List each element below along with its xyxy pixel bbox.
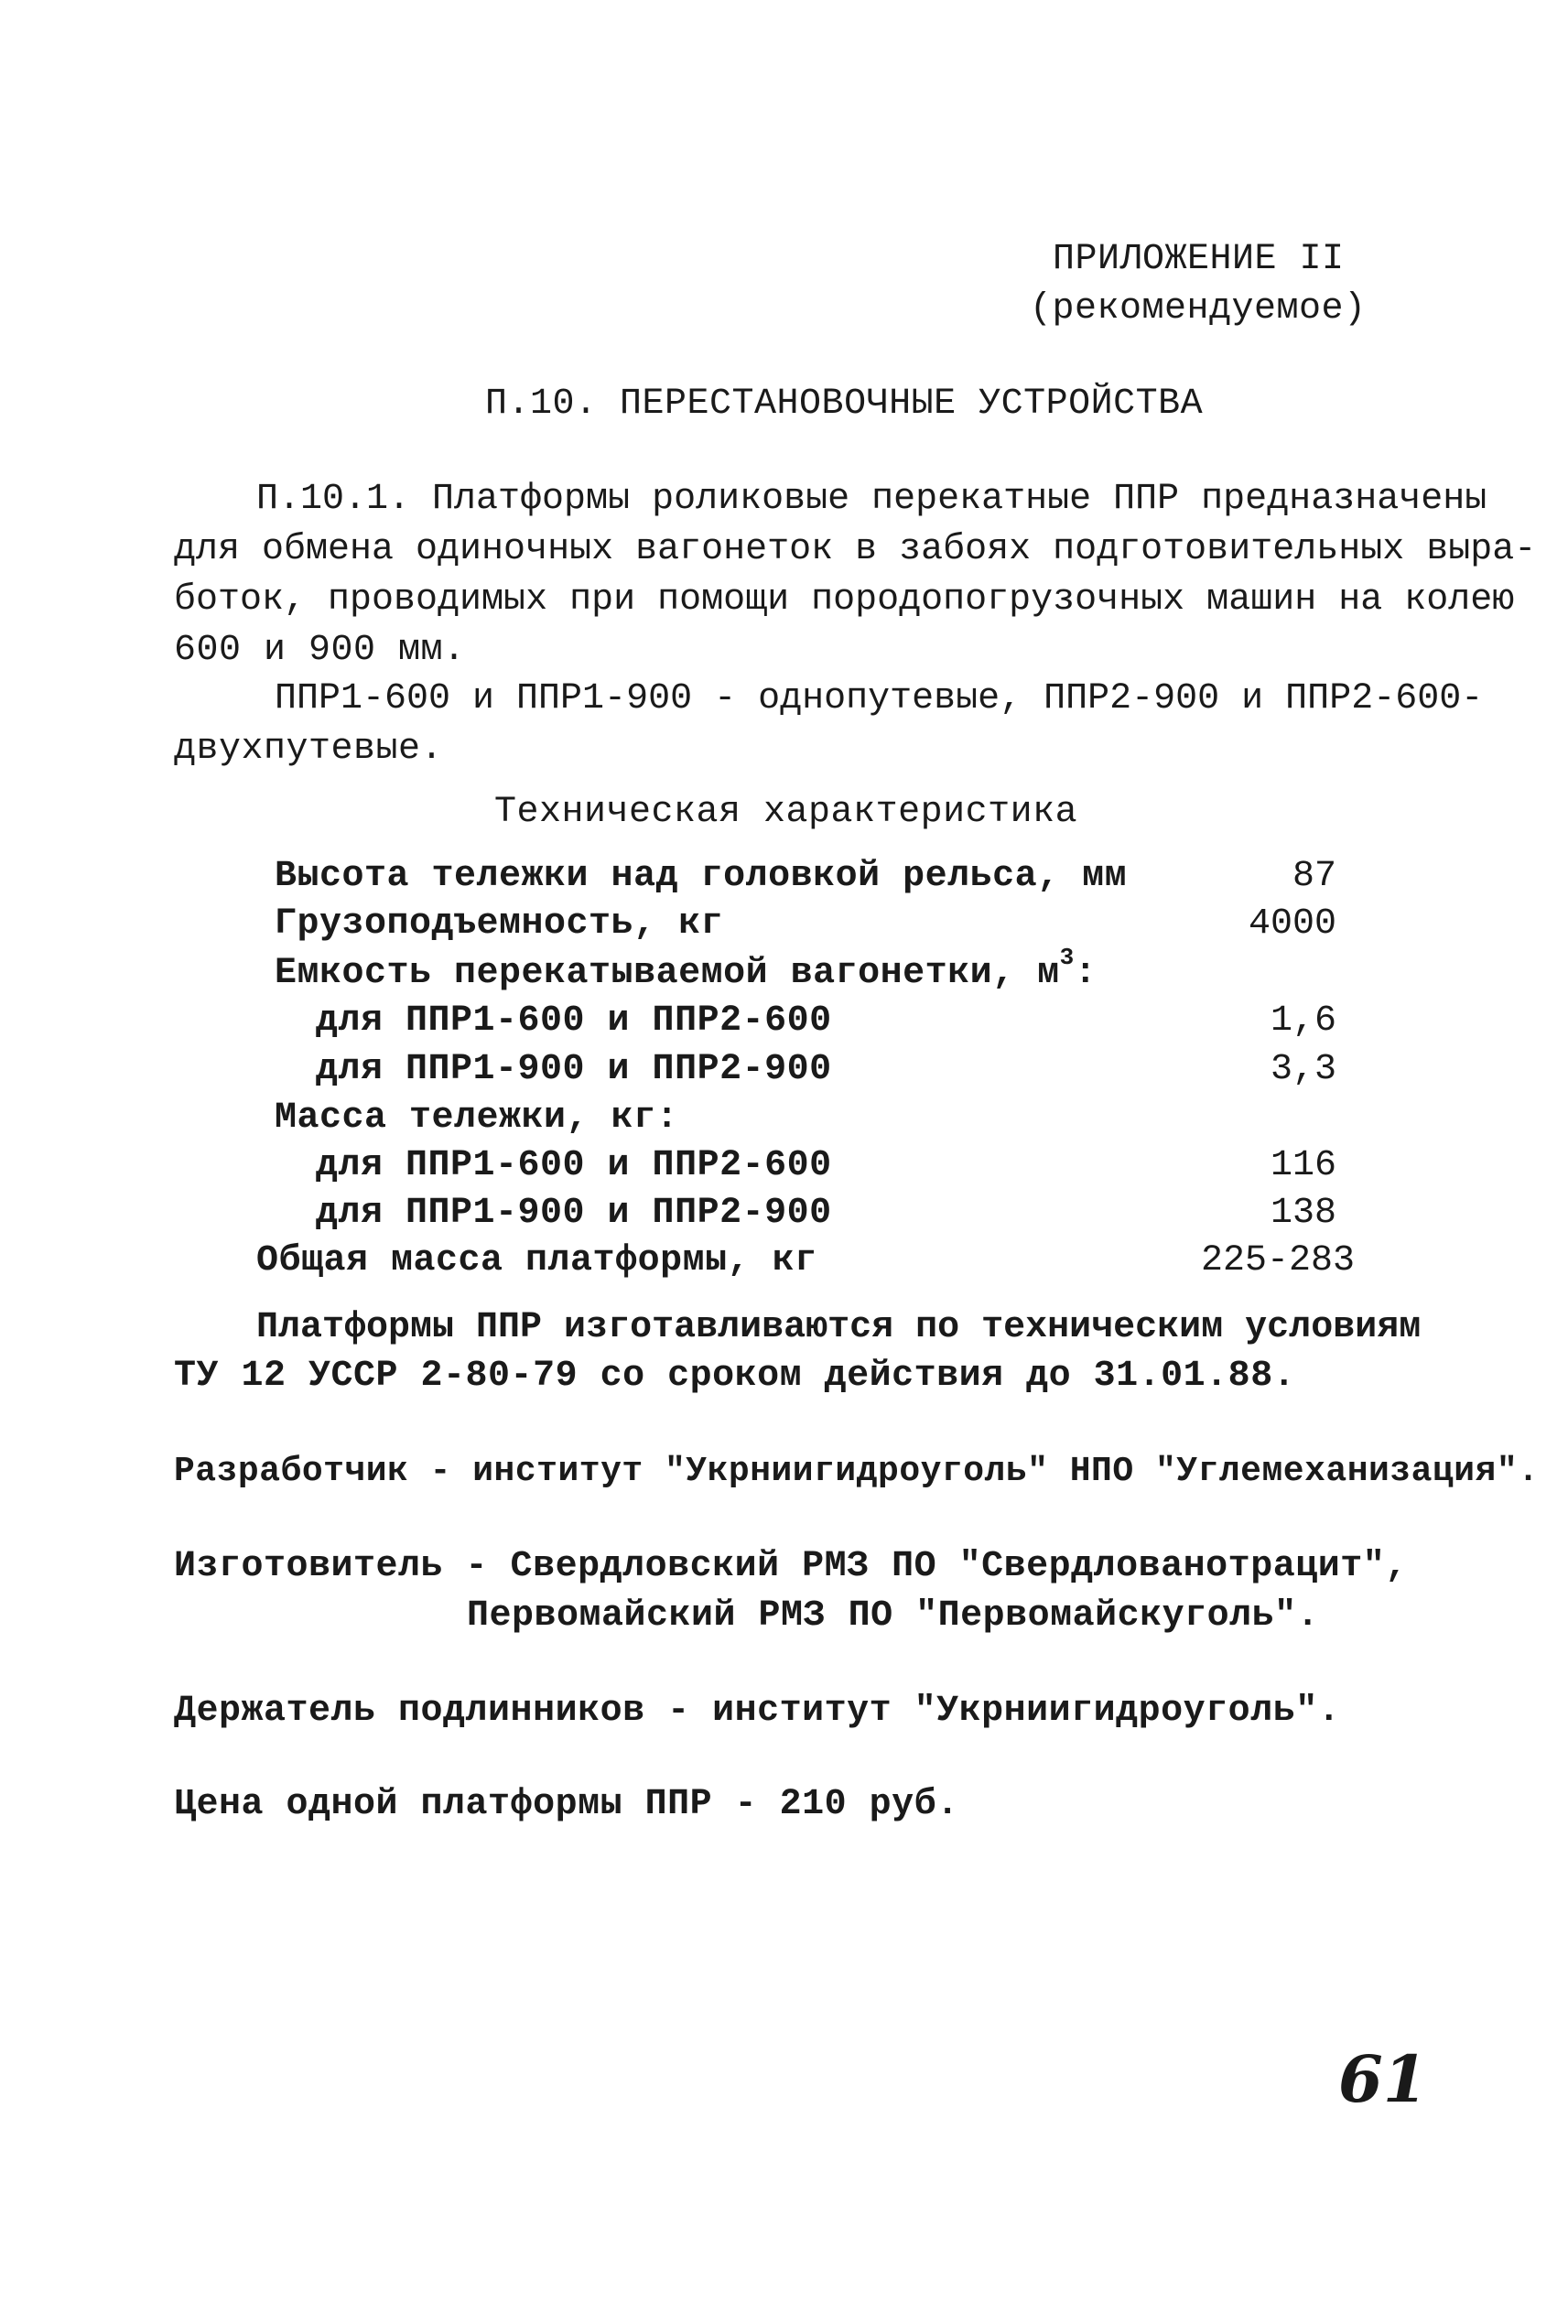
section-title: П.10. ПЕРЕСТАНОВОЧНЫЕ УСТРОЙСТВА — [485, 384, 1204, 425]
page-number: 61 — [1338, 2041, 1428, 2117]
conditions-line-1: Платформы ППР изготавливаются по техническим условиям — [256, 1307, 1422, 1348]
spec-row-sup: 3 — [1059, 943, 1075, 971]
appendix-label: ПРИЛОЖЕНИЕ II — [1053, 239, 1345, 280]
spec-row-value: 1,6 — [1270, 1000, 1336, 1042]
intro-line-4: 600 и 900 мм. — [174, 630, 466, 671]
intro-line-2: для обмена одиночных вагонеток в забоях подготовительных выра- — [174, 529, 1537, 570]
spec-row-value: 225-283 — [1200, 1240, 1355, 1281]
conditions-line-2: ТУ 12 УССР 2-80-79 со сроком действия до 31.01.88. — [174, 1356, 1296, 1397]
spec-row-value: 4000 — [1248, 903, 1336, 945]
spec-row-label: для ППР1-600 и ППР2-600 — [316, 1145, 832, 1186]
types-line-1: ППР1-600 и ППР1-900 - однопутевые, ППР2-900 и ППР2-600- — [275, 678, 1484, 719]
spec-row-suffix: : — [1074, 953, 1098, 994]
manufacturer-line-2: Первомайский РМЗ ПО "Первомайскуголь". — [467, 1595, 1320, 1637]
spec-row-label — [275, 943, 1098, 998]
spec-row-label: Высота тележки над головкой рельса, мм — [275, 856, 1128, 897]
holder-line: Держатель подлинников - институт "Укрниигидроуголь". — [174, 1691, 1341, 1732]
spec-row-label: для ППР1-900 и ППР2-900 — [316, 1193, 832, 1234]
specs-title: Техническая характеристика — [494, 792, 1078, 833]
spec-row-label: Масса тележки, кг: — [275, 1097, 679, 1139]
intro-line-3: боток, проводимых при помощи породопогрузочных машин на колею — [174, 579, 1515, 621]
spec-row-label: для ППР1-600 и ППР2-600 — [316, 1000, 832, 1042]
spec-row-value: 3,3 — [1270, 1049, 1336, 1090]
spec-row-label: Грузоподъемность, кг — [275, 903, 724, 945]
manufacturer-line-1: Изготовитель - Свердловский РМЗ ПО "Свердлованотрацит", — [174, 1546, 1408, 1587]
spec-row-label: Общая масса платформы, кг — [256, 1240, 817, 1281]
spec-row-value: 138 — [1270, 1193, 1336, 1234]
types-line-2: двухпутевые. — [174, 729, 444, 770]
developer-line: Разработчик - институт "Укрниигидроуголь" НПО "Углемеханизация". — [174, 1452, 1540, 1491]
appendix-note: (рекомендуемое) — [1030, 288, 1367, 330]
spec-row-value: 116 — [1270, 1145, 1336, 1186]
spec-row-text: Емкость перекатываемой вагонетки, м — [275, 953, 1060, 994]
spec-row-label: для ППР1-900 и ППР2-900 — [316, 1049, 832, 1090]
spec-row-value: 87 — [1292, 856, 1336, 897]
price-line: Цена одной платформы ППР - 210 руб. — [174, 1784, 959, 1825]
intro-line-1: П.10.1. Платформы роликовые перекатные ППР предназначены — [256, 479, 1487, 520]
